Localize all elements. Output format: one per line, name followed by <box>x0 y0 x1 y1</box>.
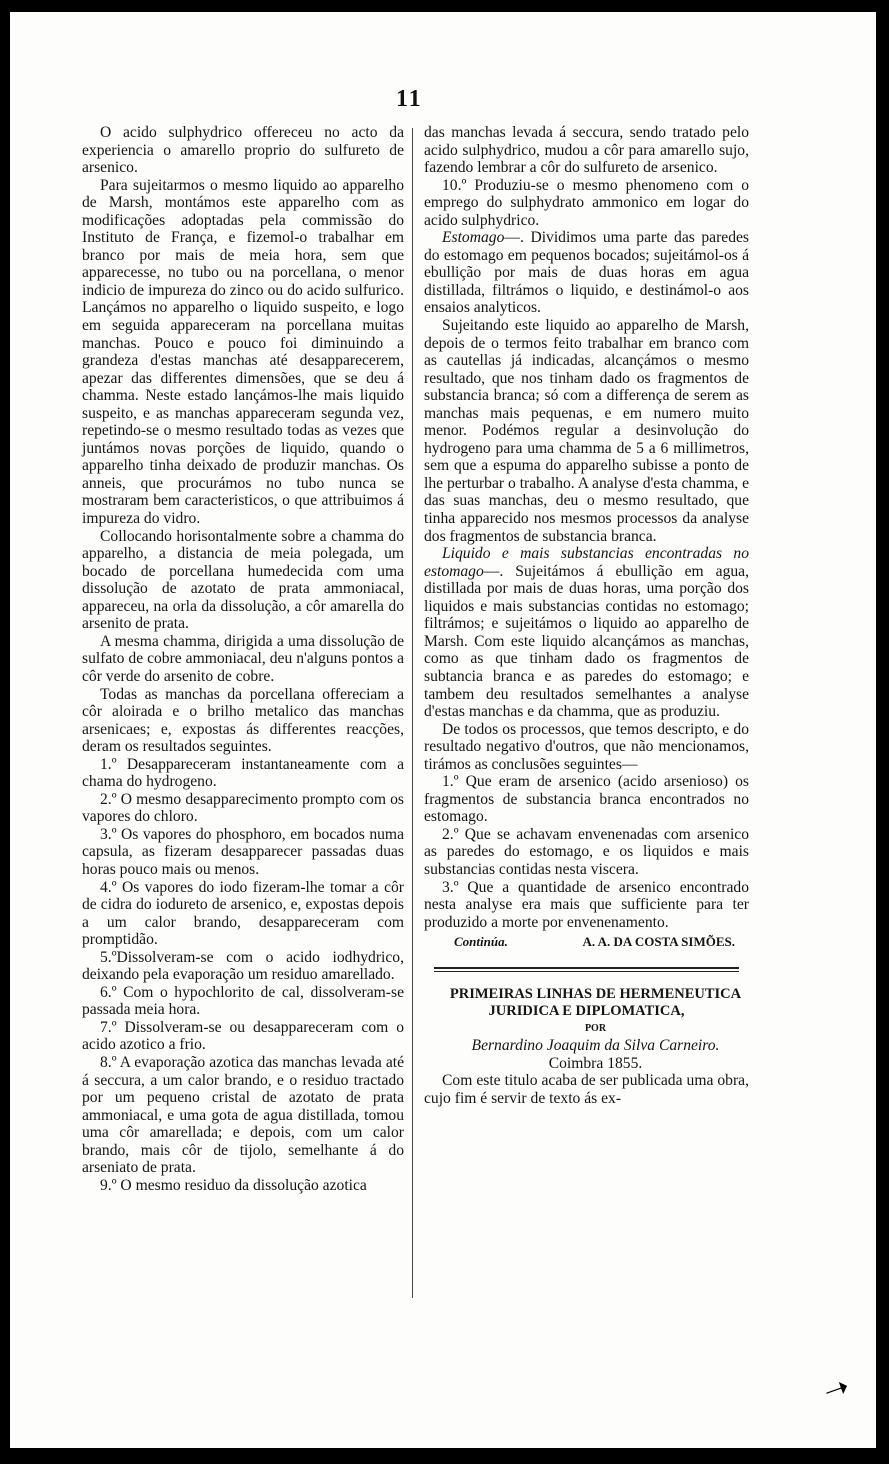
page-number: 11 <box>396 86 423 112</box>
paragraph: A mesma chamma, dirigida a uma dissolução de sulfato de cobre ammoniacal, deu n'alguns pontos a côr verde do arsenito de cobre. <box>82 632 404 685</box>
paragraph: O acido sulphydrico offereceu no acto da experiencia o amarello proprio do sulfureto de arsenico. <box>82 124 404 177</box>
column-divider <box>412 128 413 1298</box>
list-item: 5.ºDissolveram-se com o acido iodhydrico, deixando pela evaporação um residuo amarellado. <box>82 948 404 984</box>
list-item: 6.º Com o hypochlorito de cal, dissolveram-se passada meia hora. <box>82 983 404 1019</box>
article-signature <box>424 933 749 951</box>
list-item: 8.º A evaporação azotica das manchas levada até á seccura, a um calor brando, e o residuo tractado por um pequeno cristal de azotato de prata ammoniacal, e uma gota de agua distillada, tomou uma côr amarellada; e depois, com um calor brando, mais côr de tijolo, semelhante á do arseniato de prata. <box>82 1053 404 1177</box>
book-title: PRIMEIRAS LINHAS DE HERMENEUTICA JURIDICA E DIPLOMATICA, <box>449 985 742 1019</box>
list-item: 3.º Os vapores do phosphoro, em bocados numa capsula, as fizeram desapparecer passadas duas horas pouco mais ou menos. <box>82 825 404 878</box>
book-place-date: Coimbra 1855. <box>548 1054 643 1072</box>
by-line: POR <box>584 1022 607 1034</box>
list-item: 7.º Dissolveram-se ou desappareceram com o acido azotico a frio. <box>82 1018 404 1054</box>
list-item: 2.º Que se achavam envenenadas com arsenico as paredes do estomago, e os liquidos e mais substancias contidas nesta viscera. <box>424 825 749 878</box>
section-label: Liquido e mais substancias encontradas no estomago <box>424 545 749 580</box>
section-paragraph-stomach <box>424 229 749 317</box>
paragraph-text: —. Sujeitámos á ebullição em agua, distillada por mais de duas horas, uma porção dos liquidos e mais substancias contidas no estomago; filtrámos; e sujeitámos o liquido ao apparelho de Marsh. Com este liquido alcançámos as manchas, como as que tinham dado os fragmentos de subtancia branca e as paredes do estomago; e tambem deu resultados semelhantes a analyse d'estas manchas e da chamma, que as produziu. <box>424 562 749 721</box>
ink-mark-icon: ➝ <box>819 1369 855 1410</box>
book-author: Bernardino Joaquim da Silva Carneiro. <box>471 1037 720 1055</box>
paragraph: das manchas levada á seccura, sendo tratado pelo acido sulphydrico, mudou a côr para amarello sujo, fazendo lembrar a côr do sulfureto de arsenico. <box>424 124 749 177</box>
list-item: 1.º Desappareceram instantaneamente com a chama do hydrogeno. <box>82 755 404 791</box>
list-item: 9.º O mesmo residuo da dissolução azotica <box>100 1176 367 1194</box>
author-signature: A. A. DA COSTA SIMÕES. <box>582 934 735 950</box>
paragraph: De todos os processos, que temos descripto, e do resultado negativo d'outros, que não mencionamos, tirámos as conclusões seguintes— <box>424 720 749 773</box>
paragraph: Sujeitando este liquido ao apparelho de Marsh, depois de o termos feito trabalhar em branco com as cautellas já indicadas, alcançámos o mesmo resultado, que nos tinham dado os fragmentos de substancia branca; só com a differença de serem as manchas mais pequenas, e em numero muito menor. Podémos regular a desinvolução do hydrogeno para uma chamma de 5 a 6 millimetros, sem que a espuma do apparelho subisse a ponto de lhe perturbar o trabalho. A analyse d'esta chamma, e das suas manchas, deu o mesmo resultado, que tinha apparecido nos mesmos processos da analyse dos fragmentos de substancia branca. <box>424 317 749 545</box>
section-paragraph-liquid <box>424 545 749 720</box>
paragraph: Para sujeitarmos o mesmo liquido ao apparelho de Marsh, montámos este apparelho com as modificações adoptadas pela commissão do Instituto de França, e fizemol-o trabalhar em branco por mais de meia hora, sem que apparecesse, no tubo ou na porcellana, o menor indicio de impureza do zinco ou do acido sulfurico. Lançámos no apparelho o liquido suspeito, e logo em seguida appareceram na porcellana muitas manchas. Pouco e pouco foi diminuindo a grandeza d'estas manchas até desapparecerem, apezar das differentes dimensões, que se deu á chamma. Neste estado lançámos-lhe mais liquido suspeito, e as manchas appareceram segunda vez, repetindo-se o mesmo resultado todas as vezes que juntámos novas porções de liquido, quando o apparelho tinha deixado de produzir manchas. Os anneis, que procurámos no tubo nunca se mostraram bem caracteristicos, o que attribuimos á impureza do vidro. <box>82 176 404 528</box>
continua-note: Continúa. <box>454 934 508 950</box>
section-rule <box>434 967 739 972</box>
paragraph-text: —. Dividimos uma parte das paredes do estomago em pequenos bocados; sujeitámol-os á ebullição por mais de duas horas em agua distillada, filtrámos o liquido, e destinámol-o aos ensaios analyticos. <box>424 229 749 317</box>
left-column <box>82 124 404 1194</box>
paragraph: Todas as manchas da porcellana offereciam a côr aloirada e o brilho metalico das manchas arsenicaes; e, expostas ás differentes reacções, deram os resultados seguintes. <box>82 685 404 756</box>
paragraph: Com este titulo acaba de ser publicada uma obra, cujo fim é servir de texto ás ex- <box>424 1072 749 1107</box>
list-item: 1.º Que eram de arsenico (acido arsenioso) os fragmentos de substancia branca encontrados no estomago. <box>424 773 749 826</box>
list-item: 10.º Produziu-se o mesmo phenomeno com o emprego do sulphydrato ammonico em logar do acido sulphydrico. <box>424 176 749 229</box>
list-item: 3.º Que a quantidade de arsenico encontrado nesta analyse era mais que sufficiente para ter produzido a morte por envenenamento. <box>424 878 749 931</box>
list-item: 2.º O mesmo desapparecimento prompto com os vapores do chloro. <box>82 790 404 826</box>
section-label: Estomago <box>442 229 505 247</box>
right-column <box>424 124 749 1107</box>
list-item: 4.º Os vapores do iodo fizeram-lhe tomar a côr de cidra do iodureto de arsenico, e, expostas depois a um calor brando, desappareceram com promptidão. <box>82 878 404 949</box>
paragraph: Collocando horisontalmente sobre a chamma do apparelho, a distancia de meia polegada, um bocado de porcellana humedecida com uma dissolução de azotato de prata ammoniacal, appareceu, na orla da dissolução, a côr amarella do arsenito de prata. <box>82 527 404 633</box>
